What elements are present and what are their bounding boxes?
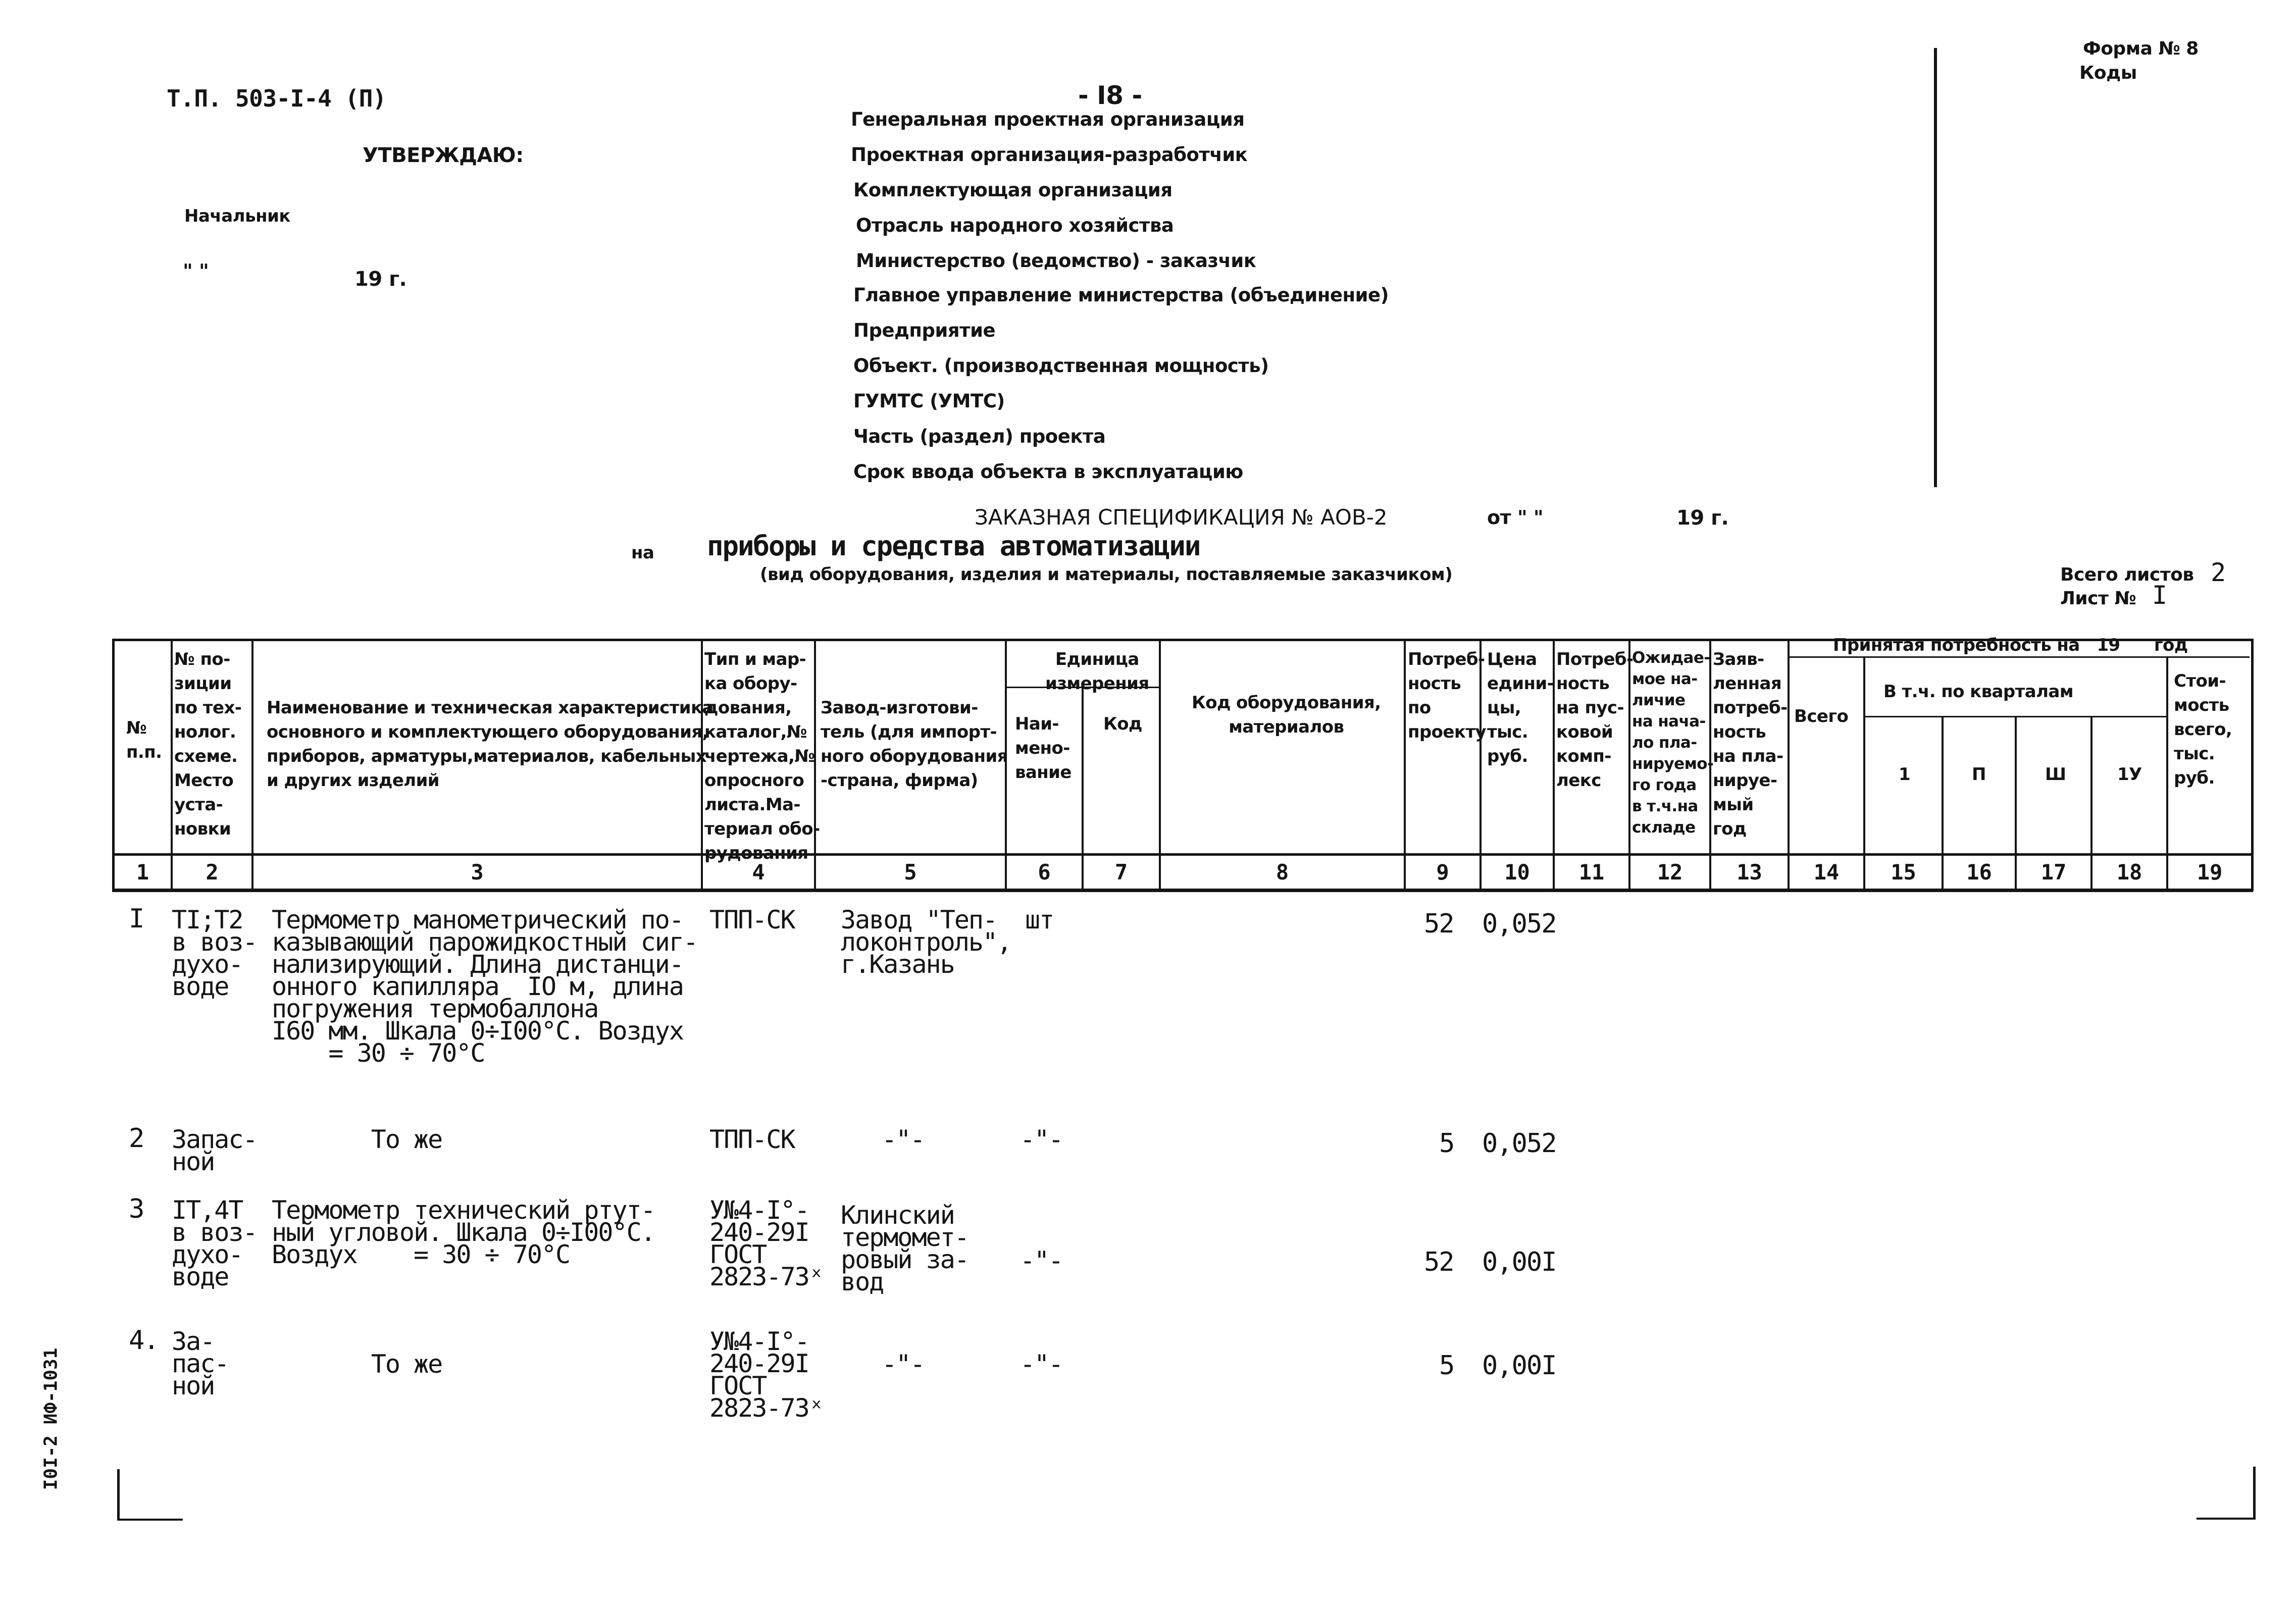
org-line: Предприятие [853,320,996,341]
column-number: 1 [136,860,149,885]
org-line: ГУМТС (УМТС) [853,390,1005,412]
row-price: 0,00I [1482,1247,1556,1277]
row-name: Термометр технический ртут- ный угловой. Шкала 0÷I00°С. Воздух = 30 ÷ 70°С [272,1196,655,1269]
org-line: Объект. (производственная мощность) [853,355,1269,377]
column-number: 19 [2197,860,2223,885]
header-row-number: № п.п. [126,718,162,762]
sheets-total-value: 2 [2211,558,2226,587]
approval-title: УТВЕРЖДАЮ: [363,144,524,167]
row-unit: шт [1025,905,1054,934]
corner-mark-right [2253,1467,2256,1520]
header-accepted-group: Принятая потребность на 19 год [1833,635,2188,655]
header-type: Тип и мар- ка обору- дования, каталог,№ чертежа,№ опросного листа.Ма- териал обо- рудования [704,649,820,863]
row-name: Термометр манометрический по- казывающий парожидкостный сиг- нализирующий. Длина дистанци- онного капилляра IO м, длина погружения термобаллона I60 мм. Шкала 0÷I00°С. Воздух = 30 ÷ 70°С [272,905,698,1068]
row-number: 2 [129,1123,144,1154]
row-price: 0,00I [1482,1351,1556,1381]
column-number: 2 [206,860,219,885]
spec-for-label: на [631,543,654,563]
corner-mark-left-foot [117,1519,183,1521]
column-number: 6 [1038,860,1051,885]
header-total-cost: Стои- мость всего, тыс. руб. [2174,671,2232,788]
row-number: I [129,904,144,934]
spec-from: от " " [1487,506,1544,529]
col-border [2166,657,2168,891]
org-line: Отрасль народного хозяйства [856,215,1174,236]
row-price: 0,052 [1482,1128,1556,1159]
row-unit: -"- [1020,1125,1063,1154]
row-quantity: 5 [1439,1351,1454,1381]
row-position: За- пас- ной [172,1327,229,1400]
approval-year: 19 г. [354,268,407,291]
row-quantity: 52 [1424,909,1454,939]
sheet-number-label: Лист № [2060,588,2136,609]
col-border [1159,639,1161,891]
codes-divider [1934,48,1937,487]
column-number: 18 [2116,860,2142,885]
row-name: То же [272,1349,442,1379]
column-number: 13 [1737,860,1762,885]
row-maker: -"- [853,1349,925,1379]
column-number: 8 [1275,860,1289,885]
column-number: 14 [1813,860,1840,885]
col-border [112,639,115,891]
column-numbers-bottom [112,889,2253,892]
org-line: Министерство (ведомство) - заказчик [856,250,1256,272]
column-number: 12 [1657,860,1683,885]
spec-title: ЗАКАЗНАЯ СПЕЦИФИКАЦИЯ № АОВ-2 [975,505,1388,530]
col-border [1788,639,1790,891]
header-design-need: Потреб- ность по проекту [1408,649,1486,742]
col-border [171,639,173,891]
header-quarters-group: В т.ч. по кварталам [1883,682,2073,702]
org-line: Часть (раздел) проекта [853,426,1106,447]
header-quarter-3: Ш [2045,764,2066,785]
row-type: У№4-I°- 240-29I ГОСТ 2823-73ˣ [709,1196,823,1291]
column-number: 10 [1504,860,1530,885]
row-number: 4. [129,1325,159,1356]
header-name: Наименование и техническая характеристика основного и комплектующего оборудования, приборов, арматуры,материалов, кабельных и других изделий [267,698,713,791]
column-number: 4 [752,860,765,885]
col-border [251,639,253,891]
header-unit-code: Код [1103,714,1142,734]
row-maker: -"- [853,1125,925,1154]
column-number: 7 [1114,860,1128,885]
spec-subject-note: (вид оборудования, изделия и материалы, поставляемые заказчиком) [760,564,1453,585]
header-quarter-1: 1 [1899,764,1911,785]
header-quarter-2: П [1972,764,1986,785]
header-unit-group: Единица измерения [1045,649,1149,694]
margin-code: I0I-2 ИФ-1031 [40,1347,62,1490]
row-position: IT,4T в воз- духо- воде [172,1196,257,1291]
row-position: Запас- ной [172,1125,257,1176]
column-number: 17 [2040,860,2067,885]
col-border [1404,639,1406,891]
header-equipment-code: Код оборудования, материалов [1192,693,1381,737]
header-unit-name: Наи- мено- вание [1015,714,1072,783]
row-unit: -"- [1020,1246,1063,1275]
org-line: Главное управление министерства (объединение) [853,284,1389,306]
spec-subject: приборы и средства автоматизации [707,530,1200,562]
row-type: У№4-I°- 240-29I ГОСТ 2823-73ˣ [709,1327,823,1423]
row-position: TI;T2 в воз- духо- воде [172,905,257,1001]
row-number: 3 [129,1194,144,1224]
row-maker: Клинский термомет- ровый за- вод [841,1201,968,1296]
sheets-total-label: Всего листов [2060,564,2194,585]
header-total: Всего [1794,706,1849,726]
header-maker: Завод-изготови- тель (для импорт- ного оборудования -страна, фирма) [821,698,1008,791]
header-declared-need: Заяв- ленная потреб- ность на пла- нируе- мый год [1713,649,1788,839]
header-position: № по- зиции по тех- нолог. схеме. Место уста- новки [174,649,242,839]
org-line: Срок ввода объекта в эксплуатацию [853,461,1243,483]
codes-label: Коды [2079,63,2137,83]
sheet-number-value: I [2152,581,2168,610]
column-number: 16 [1966,860,1992,885]
org-line: Комплектующая организация [853,179,1172,201]
column-number: 5 [904,860,917,885]
row-type: ТПП-СК [709,905,795,934]
column-number: 9 [1436,860,1449,885]
table-header-bottom [112,853,2253,856]
header-expected-stock: Ожидае- мое на- личие на нача- ло пла- нируемо- го года в т.ч.на складе [1632,649,1714,837]
corner-mark-right-foot [2197,1518,2256,1520]
header-unit-price: Цена едини- цы, тыс. руб. [1487,649,1554,766]
row-quantity: 52 [1424,1247,1454,1277]
header-startup-need: Потреб- ность на пус- ковой комп- лекс [1556,649,1634,791]
spec-year: 19 г. [1676,506,1729,530]
col-border [2251,639,2254,891]
column-number: 15 [1891,860,1916,885]
page-number: - I8 - [1078,81,1142,110]
approval-position: Начальник [184,206,290,226]
column-number: 11 [1578,860,1605,885]
org-line: Проектная организация-разработчик [851,144,1248,166]
document-code: Т.П. 503-I-4 (П) [167,85,387,112]
col-border [1863,657,1865,891]
org-line: Генеральная проектная организация [851,109,1245,130]
corner-mark-left [117,1469,120,1520]
row-price: 0,052 [1482,909,1556,939]
row-maker: Завод "Теп- локонтроль", г.Казань [841,905,1011,979]
approval-quotes: " " [183,260,209,282]
column-number: 3 [471,860,484,885]
row-unit: -"- [1020,1349,1063,1379]
row-quantity: 5 [1439,1128,1454,1159]
header-quarter-4: 1У [2117,764,2142,785]
form-title: Форма № 8 [2083,38,2199,59]
row-type: ТПП-СК [709,1125,795,1154]
row-name: То же [272,1125,442,1154]
